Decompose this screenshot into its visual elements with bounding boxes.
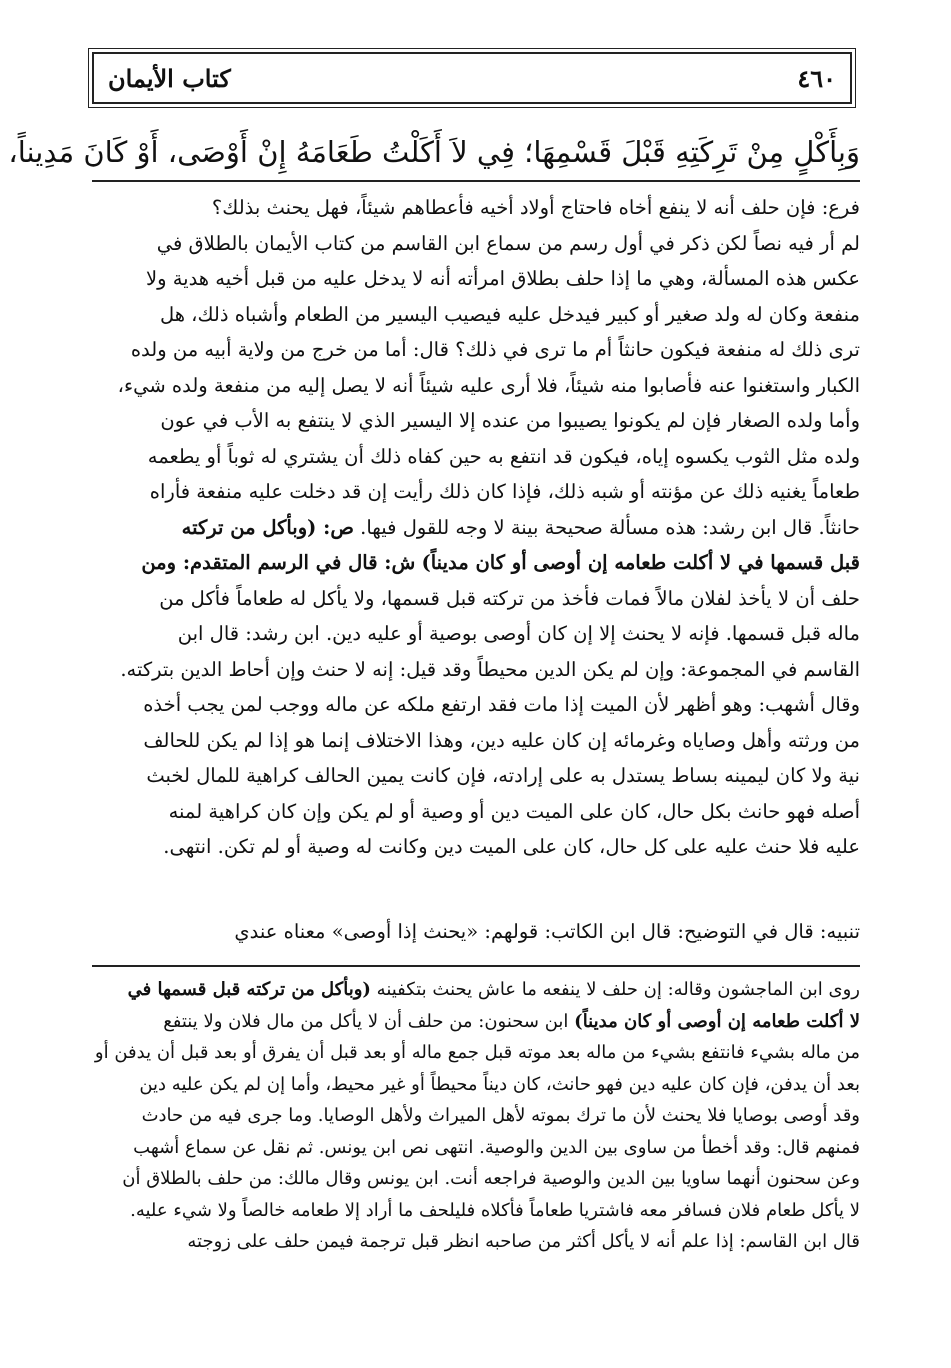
sad-quote-continued: قبل قسمها في لا أكلت طعامه إن أوصى أو كان مديناً)	[421, 551, 860, 574]
commentary-line: وقال أشهب: وهو أظهر لأن الميت إذا مات فقد ارتفع ملكه عن ماله ووجب لمن يجب أخذه	[143, 693, 860, 716]
commentary-line: من ورثته وأهل وصاياه وغرمائه إن كان عليه دين، وهذا الاختلاف إنما هو إذا لم يكن للحالف	[143, 728, 860, 752]
commentary-line: أصله فهو حانث بكل حال، كان على الميت دين أو وصية أو لم يكن وإن كان كراهية لمنه	[168, 799, 860, 823]
footnote-line	[92, 1006, 860, 1038]
commentary-line: ماله قبل قسمها. فإنه لا يحنث إلا إن كان أوصى بوصية أو عليه دين. ابن رشد: قال ابن	[177, 622, 860, 645]
divider-bottom	[92, 965, 860, 967]
footnote-quote-continued: لا أكلت طعامه إن أوصى أو كان مديناً)	[574, 1010, 860, 1032]
commentary-line: القاسم في المجموعة: وإن لم يكن الدين محيطاً وقد قيل: إنه لا حنث وإن أحاط الدين بتركته.	[120, 657, 860, 681]
tanbih-line: تنبيه: قال في التوضيح: قال ابن الكاتب: قولهم: «يحنث إذا أوصى» معناه عندي	[234, 920, 860, 943]
footnote-line	[92, 974, 860, 1006]
sad-quote: ص: (وبأكل من تركته	[181, 515, 354, 539]
commentary-line	[92, 510, 860, 546]
commentary-line: الكبار واستغنوا عنه فأصابوا منه شيئاً، فلا أرى عليه شيئاً أنه لا يصل إليه من منفعة ولده شيء،	[117, 373, 860, 397]
commentary-line: لم أر فيه نصاً لكن ذكر في أول رسم من سماع ابن القاسم من كتاب الأيمان بالطلاق في	[156, 231, 860, 255]
commentary-line	[92, 545, 860, 581]
commentary-line: طعاماً يغنيه ذلك عن مؤنته أو شبه ذلك، فإذا كان ذلك رأيت إن قد دخلت عليه منفعة فأراه	[149, 480, 860, 503]
commentary-line: ولده مثل الثوب يكسوه إياه، فيكون قد انتفع به حين كفاه ذلك أن يشتري له ثوباً أو يطعمه	[147, 444, 860, 468]
footnote-line: وقد أوصى بوصايا فلا يحنث لأن ما ترك بموته لأهل الميراث ولأهل الوصايا. وما جرى فيه من حادث	[141, 1105, 860, 1126]
footnote-line: لا يأكل طعام فلان فسافر معه فاشتريا طعاماً فأكلاه فليلحف ما أراد إلا طعامه خالصاً ولا شيء عليه.	[130, 1199, 860, 1221]
footnote-quote: (وبأكل من تركته قبل قسمها في	[127, 979, 371, 1000]
commentary-line: عكس هذه المسألة، وهي ما إذا حلف بطلاق امرأته أنه لا يدخل عليه من قبل أخيه هدية ولا	[145, 267, 860, 290]
footnote-line: بعد أن يدفن، فإن كان عليه دين فهو حانث، كان ديناً محيطاً أو غير محيط، وأما إن لم يكن عليه دين	[139, 1073, 860, 1095]
commentary-line: نية ولا كان ليمينه بساط يستدل به على إرادته، فإن كانت يمين الحالف كراهية للمال لخبث	[146, 764, 860, 787]
matn-text: وَبِأَكْلٍ مِنْ تَرِكَتِهِ قَبْلَ قَسْمِهَا؛ فِي لاَ أَكَلْتُ طَعَامَهُ إِنْ أَوْصَى، أَوْ كَانَ مَدِيناً،	[8, 135, 860, 169]
tanbih-note	[92, 914, 860, 949]
commentary-line: وأما ولده الصغار فإن لم يكونوا يصيبوا من عنده إلا اليسير الذي لا ينتفع به الأب في عون	[160, 409, 860, 432]
chapter-title: كتاب الأيمان	[108, 64, 231, 93]
footnote-line: قال ابن القاسم: إذا علم أنه لا يأكل أكثر من صاحبه انظر قبل ترجمة فيمن حلف على زوجته	[187, 1231, 860, 1252]
commentary-text: حانثاً. قال ابن رشد: هذه مسألة صحيحة بينة لا وجه للقول فيها.	[360, 515, 860, 539]
commentary-line: منفعة وكان له ولد صغير أو كبير فيدخل عليه فيصيب اليسير من الطعام وأشباه ذلك، هل	[159, 302, 860, 326]
footnote-line: وعن سحنون أنهما ساويا بين الدين والوصية فراجعه أنت. ابن يونس وقال مالك: من حلف بالطلاق أن	[122, 1168, 860, 1189]
page-number: ٤٦٠	[797, 64, 836, 93]
footnote-text: روى ابن الماجشون وقاله: إن حلف لا ينفعه ما عاش يحنث بتكفينه	[376, 979, 860, 1000]
shin-marker: ش: قال في الرسم المتقدم: ومن	[141, 551, 416, 574]
commentary-block	[92, 190, 860, 865]
divider-top	[92, 180, 860, 182]
footnote-text: ابن سحنون: من حلف أن لا يأكل من مال فلان ولا ينتفع	[163, 1010, 569, 1032]
footnote-line: فمنهم قال: وقد أخطأ من ساوى بين الدين والوصية. انتهى نص ابن يونس. ثم نقل عن سماع أشهب	[133, 1136, 860, 1158]
commentary-line: عليه فلا حنث عليه على كل حال، كان على الميت دين وكانت له وصية أو لم تكن. انتهى.	[163, 835, 860, 858]
commentary-line: حلف أن لا يأخذ لفلان مالاً فمات فأخذ من تركته قبل قسمها، ولا يأكل له طعاماً فأكل من	[159, 586, 860, 610]
footnote-block	[92, 974, 860, 1258]
running-header	[92, 52, 852, 104]
commentary-line: ترى ذلك له منفعة فيكون حانثاً أم ما ترى في ذلك؟ قال: أما من خرج من ولاية أبيه من ولده	[130, 338, 860, 361]
footnote-line: من ماله بشيء فانتفع بشيء من ماله بعد موته قبل جمع ماله أو بعد قبل أن يفرق أو بعد قبل أن يدفن أو	[94, 1042, 860, 1063]
commentary-line: فرع: فإن حلف أنه لا ينفع أخاه فاحتاج أولاد أخيه فأعطاهم شيئاً، فهل يحنث بذلك؟	[211, 196, 860, 219]
